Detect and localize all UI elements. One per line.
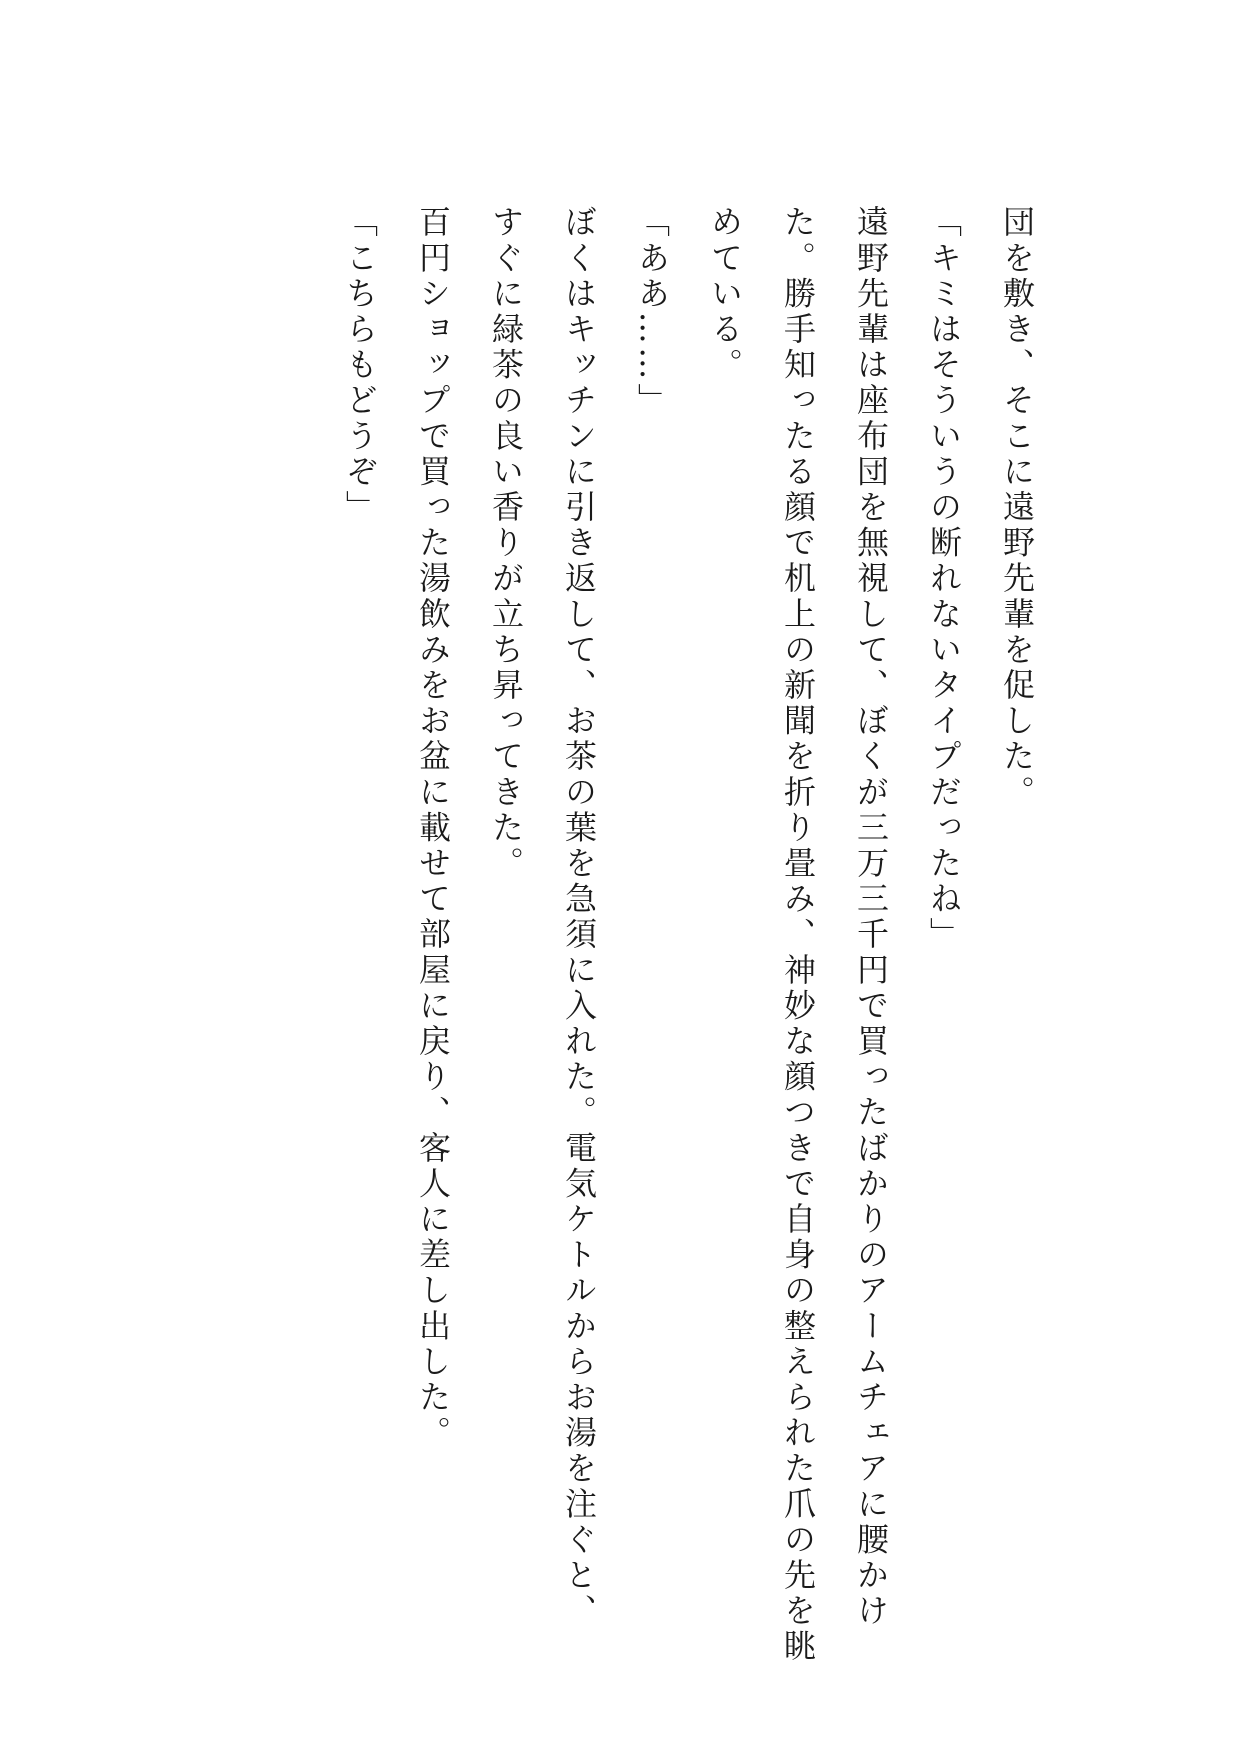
dialogue-line: 「キミはそういうの断れないタイプだったね」 [925,205,963,953]
text-line: た。勝手知ったる顔で机上の新聞を折り畳み、神妙な顔つきで自身の整えられた爪の先を眺 [779,205,817,1665]
text-line: めている。 [706,205,744,383]
text-line: すぐに緑茶の良い香りが立ち昇ってきた。 [487,205,525,882]
text-line: ぼくはキッチンに引き返して、お茶の葉を急須に入れた。電気ケトルからお湯を注ぐと、 [560,205,598,1629]
text-line: 百円ショップで買った湯飲みをお盆に載せて部屋に戻り、客人に差し出した。 [414,205,452,1451]
dialogue-line: 「こちらもどうぞ」 [341,205,379,526]
text-line: 団を敷き、そこに遠野先輩を促した。 [998,205,1036,811]
dialogue-line: 「ああ……」 [633,205,671,419]
vertical-text-body [323,205,1053,1665]
text-line: 遠野先輩は座布団を無視して、ぼくが三万三千円で買ったばかりのアームチェアに腰かけ [852,205,890,1629]
